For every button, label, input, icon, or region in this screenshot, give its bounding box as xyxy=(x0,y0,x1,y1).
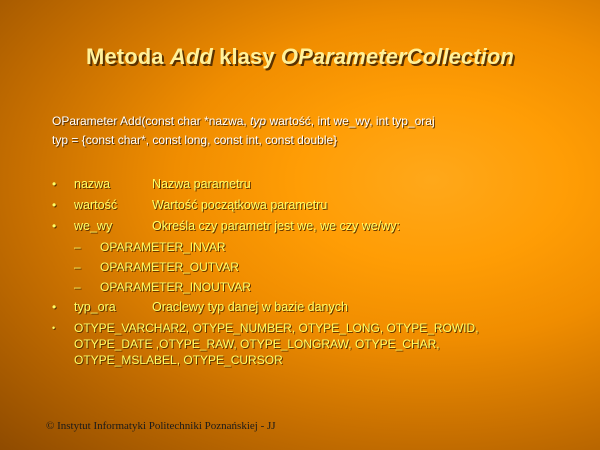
param-term: we_wy xyxy=(74,219,113,233)
dash-marker: – xyxy=(74,260,81,274)
sub-item-text: OPARAMETER_OUTVAR xyxy=(100,260,239,274)
signature-line-1-end: wartość, int we_wy, int typ_oraj xyxy=(266,114,435,128)
bullet-marker: • xyxy=(52,198,57,212)
sub-item-outvar xyxy=(52,257,572,277)
bullet-marker: • xyxy=(52,219,57,233)
signature-line-1-italic: typ xyxy=(250,114,267,128)
param-description: Określa czy parametr jest we, we czy we/wy: xyxy=(152,219,400,233)
otype-constants: OTYPE_VARCHAR2, OTYPE_NUMBER, OTYPE_LONG, OTYPE_ROWID, OTYPE_DATE ,OTYPE_RAW, OTYPE_LONGRAW, OTYPE_CHAR, OTYPE_MSLABEL, OTYPE_CURSOR xyxy=(74,321,479,367)
param-term: typ_ora xyxy=(74,300,116,314)
parameter-list xyxy=(52,174,572,368)
title-class: OParameterCollection xyxy=(280,44,514,69)
list-item-typ-ora xyxy=(52,297,572,318)
sub-item-text: OPARAMETER_INVAR xyxy=(100,240,226,254)
sub-item-text: OPARAMETER_INOUTVAR xyxy=(100,280,251,294)
title-middle: klasy xyxy=(212,44,281,69)
bullet-marker: • xyxy=(52,323,56,333)
signature-line-1 xyxy=(52,112,572,131)
signature-line-1-start: OParameter Add(const char *nazwa, xyxy=(52,114,251,128)
list-item-nazwa xyxy=(52,174,572,195)
param-description: Wartość początkowa parametru xyxy=(152,198,328,212)
sub-item-inoutvar xyxy=(52,277,572,297)
slide-title xyxy=(0,44,600,70)
title-prefix: Metoda xyxy=(86,44,170,69)
param-term: nazwa xyxy=(74,177,111,191)
bullet-marker: • xyxy=(52,300,57,314)
param-description: Nazwa parametru xyxy=(152,177,251,191)
method-signature xyxy=(52,112,572,150)
param-description: Oraclewy typ danej w bazie danych xyxy=(152,300,348,314)
list-item-otypes xyxy=(52,320,572,368)
signature-line-2: typ = {const char*, const long, const int, const double} xyxy=(52,133,338,147)
bullet-marker: • xyxy=(52,177,57,191)
list-item-wartosc xyxy=(52,195,572,216)
footer-copyright: © Instytut Informatyki Politechniki Poznańskiej - JJ xyxy=(46,420,276,432)
sub-item-invar xyxy=(52,237,572,257)
dash-marker: – xyxy=(74,240,81,254)
title-method: Add xyxy=(169,44,213,69)
param-term: wartość xyxy=(74,198,118,212)
dash-marker: – xyxy=(74,280,81,294)
list-item-we-wy xyxy=(52,216,572,237)
